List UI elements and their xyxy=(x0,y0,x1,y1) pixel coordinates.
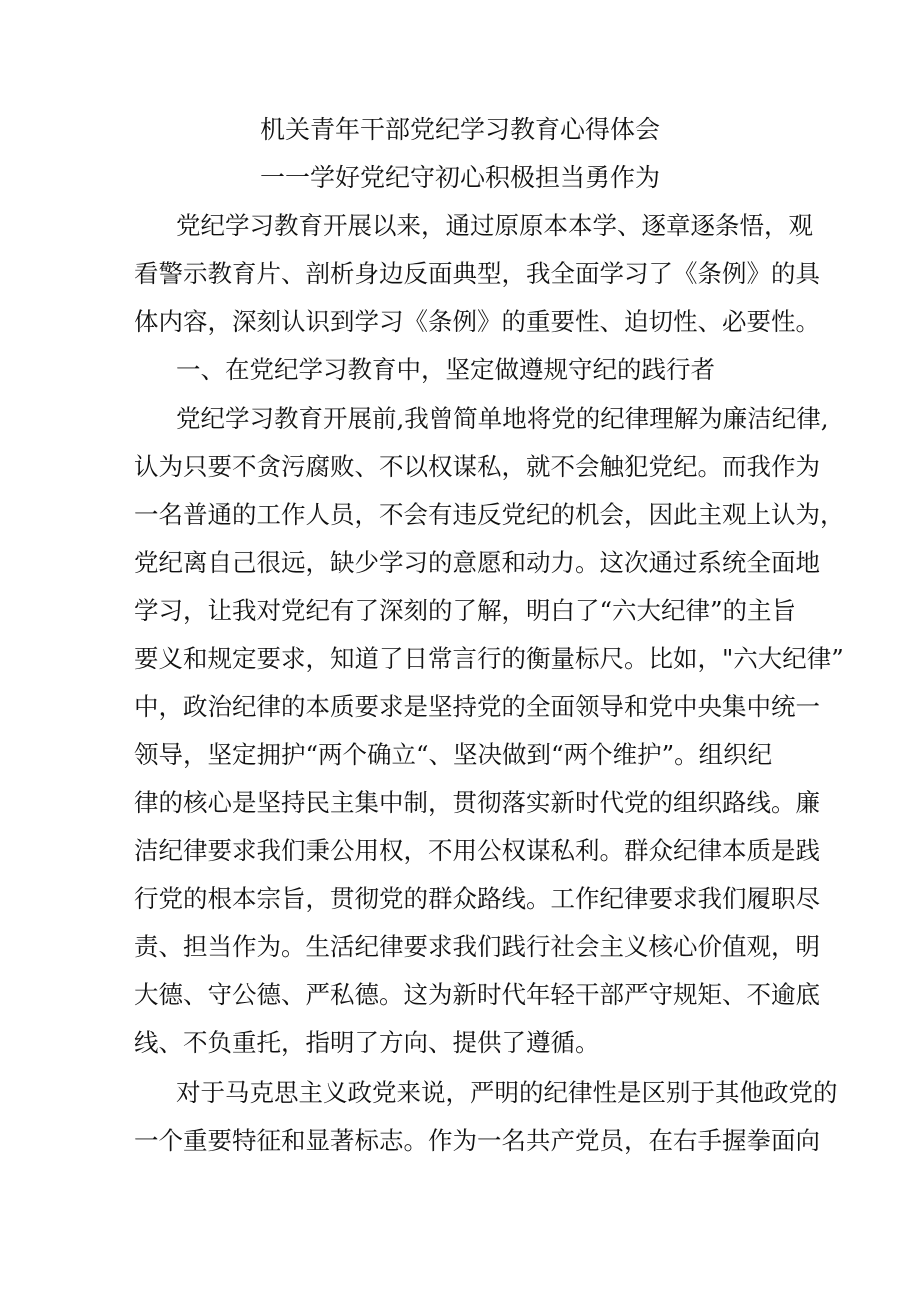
text-line: 党纪学习教育开展以来，通过原原本本学、逐章逐条悟，观 xyxy=(176,211,813,240)
text-line: 中，政治纪律的本质要求是坚持党的全面领导和党中央集中统一 xyxy=(134,692,820,721)
document-title: 机关青年干部党纪学习教育心得体会 xyxy=(259,115,660,144)
text-line: 洁纪律要求我们秉公用权，不用公权谋私利。群众纪律本质是践 xyxy=(134,836,820,865)
section-heading: 一、在党纪学习教育中，坚定做遵规守纪的践行者 xyxy=(176,355,715,384)
text-line: 大德、守公德、严私德。这为新时代年轻干部严守规矩、不逾底 xyxy=(134,980,820,1009)
text-line: 看警示教育片、剖析身边反面典型，我全面学习了《条例》的具 xyxy=(134,259,820,288)
text-line: 线、不负重托，指明了方向、提供了遵循。 xyxy=(134,1028,600,1057)
text-line: 学习，让我对党纪有了深刻的了解，明白了“六大纪律”的主旨 xyxy=(134,596,797,625)
text-line: 一名普通的工作人员，不会有违反党纪的机会，因此主观上认为， xyxy=(134,500,845,529)
text-line: 领导，坚定拥护“两个确立“、坚决做到“两个维护”。组织纪 xyxy=(134,740,773,769)
text-line: 体内容，深刻认识到学习《条例》的重要性、迫切性、必要性。 xyxy=(134,307,820,336)
text-line: 行党的根本宗旨，贯彻党的群众路线。工作纪律要求我们履职尽 xyxy=(134,884,820,913)
text-line: 党纪学习教育开展前,我曾简单地将党的纪律理解为廉洁纪律, xyxy=(176,404,829,433)
text-line: 党纪离自己很远，缺少学习的意愿和动力。这次通过系统全面地 xyxy=(134,548,820,577)
text-line: 对于马克思主义政党来说，严明的纪律性是区别于其他政党的 xyxy=(176,1078,838,1107)
text-line: 要义和规定要求，知道了日常言行的衡量标尺。比如，"六大纪律” xyxy=(134,644,844,673)
document-subtitle: 一一学好党纪守初心积极担当勇作为 xyxy=(259,163,660,192)
text-line: 认为只要不贪污腐败、不以权谋私，就不会触犯党纪。而我作为 xyxy=(134,452,820,481)
text-line: 律的核心是坚持民主集中制，贯彻落实新时代党的组织路线。廉 xyxy=(134,788,820,817)
text-line: 一个重要特征和显著标志。作为一名共产党员，在右手握拳面向 xyxy=(134,1126,820,1155)
text-line: 责、担当作为。生活纪律要求我们践行社会主义核心价值观，明 xyxy=(134,932,820,961)
